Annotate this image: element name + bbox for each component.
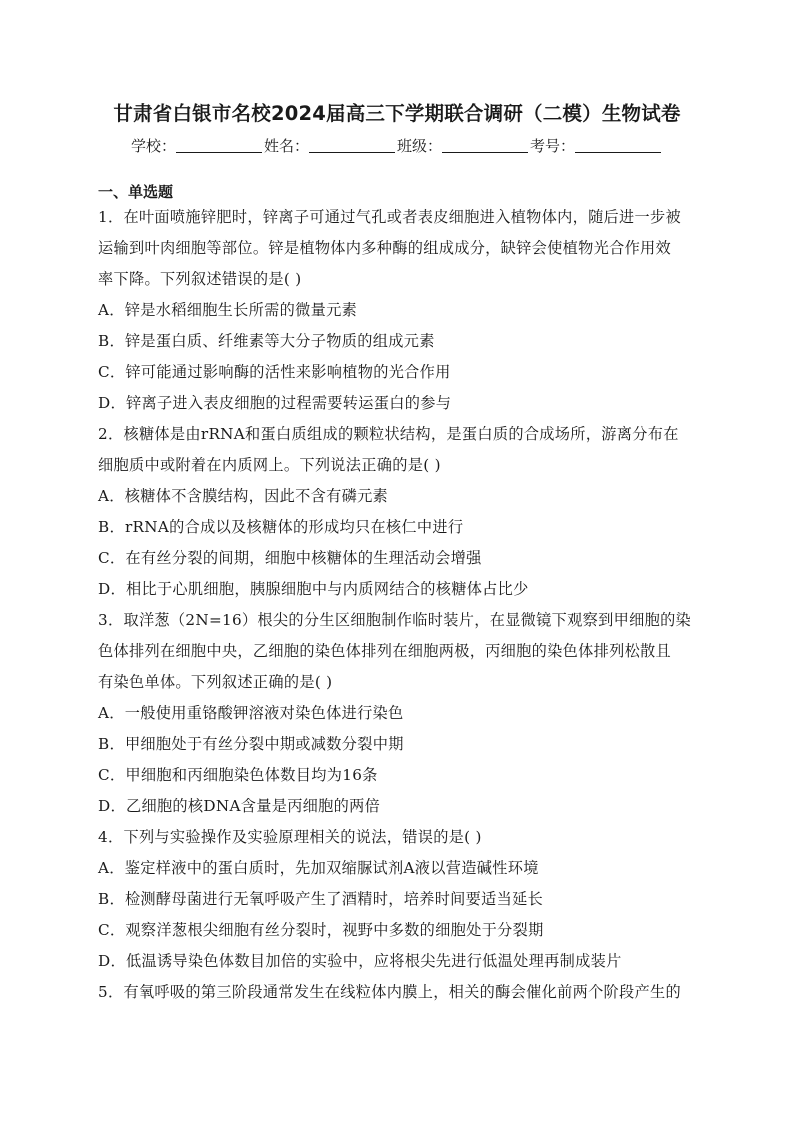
q3-option-c: C．甲细胞和丙细胞染色体数目均为16条 xyxy=(98,766,378,784)
q2-option-c: C．在有丝分裂的间期，细胞中核糖体的生理活动会增强 xyxy=(98,549,482,567)
q3-stem-line-2: 色体排列在细胞中央，乙细胞的染色体排列在细胞两极，丙细胞的染色体排列松散且 xyxy=(98,642,672,660)
q1-option-d: D．锌离子进入表皮细胞的过程需要转运蛋白的参与 xyxy=(98,394,452,412)
q1-stem-line-3: 率下降。下列叙述错误的是( ) xyxy=(98,270,302,288)
exam-title: 甘肃省白银市名校2024届高三下学期联合调研（二模）生物试卷 xyxy=(113,102,681,125)
q4-stem-line-1: 4．下列与实验操作及实验原理相关的说法，错误的是( ) xyxy=(98,828,482,846)
q3-stem-line-1: 3．取洋葱（2N=16）根尖的分生区细胞制作临时装片，在显微镜下观察到甲细胞的染 xyxy=(98,611,692,629)
q2-stem-line-1: 2．核糖体是由rRNA和蛋白质组成的颗粒状结构，是蛋白质的合成场所，游离分布在 xyxy=(98,425,679,443)
q1-stem-line-2: 运输到叶肉细胞等部位。锌是植物体内多种酶的组成成分，缺锌会使植物光合作用效 xyxy=(98,239,672,257)
q4-option-c: C．观察洋葱根尖细胞有丝分裂时，视野中多数的细胞处于分裂期 xyxy=(98,921,544,939)
student-info-row xyxy=(0,135,794,156)
q1-option-b: B．锌是蛋白质、纤维素等大分子物质的组成元素 xyxy=(98,332,435,350)
q4-option-a: A．鉴定样液中的蛋白质时，先加双缩脲试剂A液以营造碱性环境 xyxy=(98,859,539,877)
q3-option-d: D．乙细胞的核DNA含量是丙细胞的两倍 xyxy=(98,797,381,815)
q3-option-a: A．一般使用重铬酸钾溶液对染色体进行染色 xyxy=(98,704,404,722)
q2-stem-line-2: 细胞质中或附着在内质网上。下列说法正确的是( ) xyxy=(98,456,441,474)
q4-option-d: D．低温诱导染色体数目加倍的实验中，应将根尖先进行低温处理再制成装片 xyxy=(98,952,622,970)
name-blank xyxy=(309,138,395,153)
number-blank xyxy=(575,138,661,153)
q1-option-a: A．锌是水稻细胞生长所需的微量元素 xyxy=(98,301,358,319)
q3-option-b: B．甲细胞处于有丝分裂中期或减数分裂中期 xyxy=(98,735,404,753)
q2-option-a: A．核糖体不含膜结构，因此不含有磷元素 xyxy=(98,487,389,505)
class-label: 班级： xyxy=(397,137,443,155)
q1-stem-line-1: 1．在叶面喷施锌肥时，锌离子可通过气孔或者表皮细胞进入植物体内，随后进一步被 xyxy=(98,208,681,226)
school-label: 学校： xyxy=(130,137,176,155)
q1-option-c: C．锌可能通过影响酶的活性来影响植物的光合作用 xyxy=(98,363,451,381)
q2-option-d: D．相比于心肌细胞，胰腺细胞中与内质网结合的核糖体占比少 xyxy=(98,580,529,598)
q4-option-b: B．检测酵母菌进行无氧呼吸产生了酒精时，培养时间要适当延长 xyxy=(98,890,544,908)
q3-stem-line-3: 有染色单体。下列叙述正确的是( ) xyxy=(98,673,333,691)
q2-option-b: B．rRNA的合成以及核糖体的形成均只在核仁中进行 xyxy=(98,518,464,536)
number-label: 考号： xyxy=(530,137,576,155)
class-blank xyxy=(442,138,528,153)
q5-stem-line-1: 5．有氧呼吸的第三阶段通常发生在线粒体内膜上，相关的酶会催化前两个阶段产生的 xyxy=(98,983,681,1001)
section-heading: 一、单选题 xyxy=(98,183,174,201)
school-blank xyxy=(176,138,262,153)
name-label: 姓名： xyxy=(263,137,309,155)
